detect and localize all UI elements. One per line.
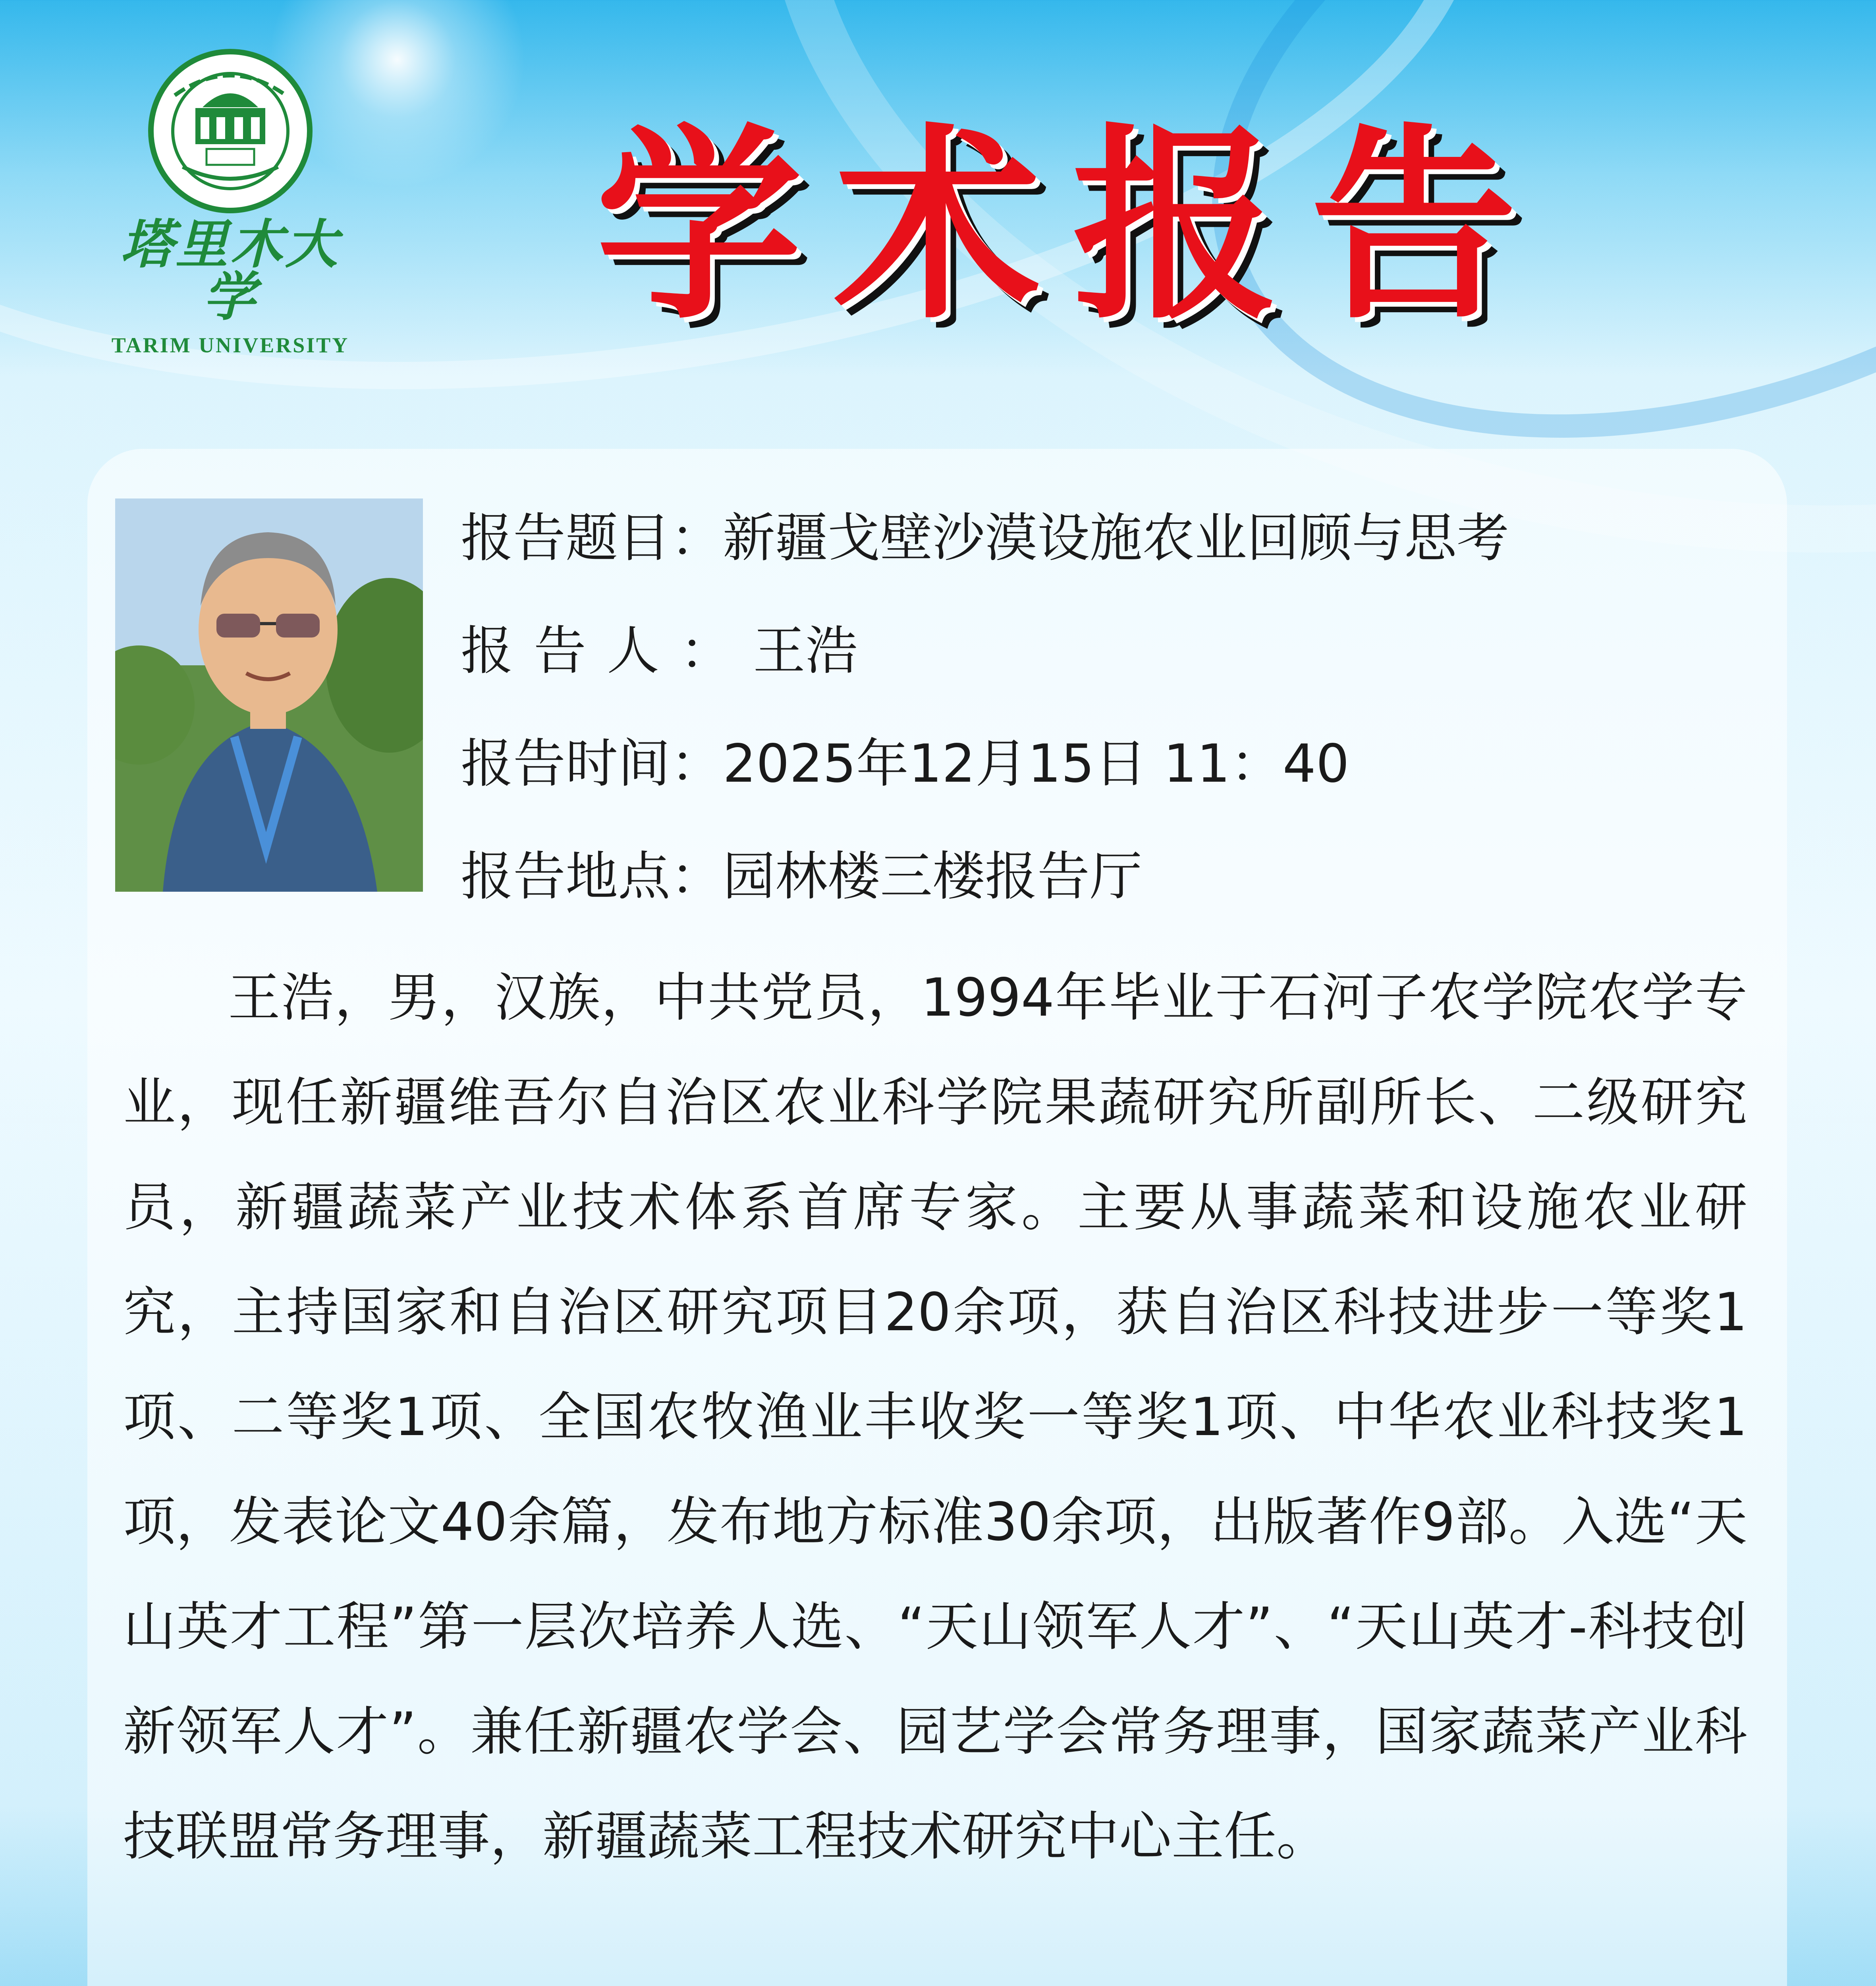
info-topic	[461, 493, 1731, 605]
topic-label: 报告题目：	[461, 508, 723, 569]
report-info	[461, 493, 1731, 944]
info-speaker	[461, 605, 1731, 718]
time-label: 报告时间：	[461, 733, 723, 794]
info-time	[461, 718, 1731, 831]
poster-title: 学术报告	[596, 106, 1549, 347]
portrait-image	[115, 498, 423, 892]
university-logo	[95, 48, 365, 357]
info-place	[461, 831, 1731, 944]
topic-value: 新疆戈壁沙漠设施农业回顾与思考	[723, 508, 1509, 569]
speaker-photo	[115, 498, 423, 892]
time-value: 2025年12月15日 11：40	[723, 733, 1349, 794]
place-label: 报告地点：	[461, 846, 723, 907]
university-name-en: TARIM UNIVERSITY	[111, 333, 349, 357]
speaker-biography: 王浩，男，汉族，中共党员，1994年毕业于石河子农学院农学专业，现任新疆维吾尔自治区农业科学院果蔬研究所副所长、二级研究员，新疆蔬菜产业技术体系首席专家。主要从事蔬菜和设施农业研究，主持国家和自治区研究项目20余项，获自治区科技进步一等奖1项、二等奖1项、全国农牧渔业丰收奖一等奖1项、中华农业科技奖1项，发表论文40余篇，发布地方标准30余项，出版著作9部。入选“天山英才工程”第一层次培养人选、“天山领军人才”、“天山英才-科技创新领军人才”。兼任新疆农学会、园艺学会常务理事，国家蔬菜产业科技联盟常务理事，新疆蔬菜工程技术研究中心主任。	[123, 967, 1747, 1867]
university-name-cn: 塔里木大学	[121, 214, 340, 328]
speaker-value: 王浩	[753, 620, 858, 682]
place-value: 园林楼三楼报告厅	[723, 846, 1142, 907]
speaker-label: 报告人：	[461, 620, 753, 682]
university-seal-icon	[147, 48, 314, 214]
